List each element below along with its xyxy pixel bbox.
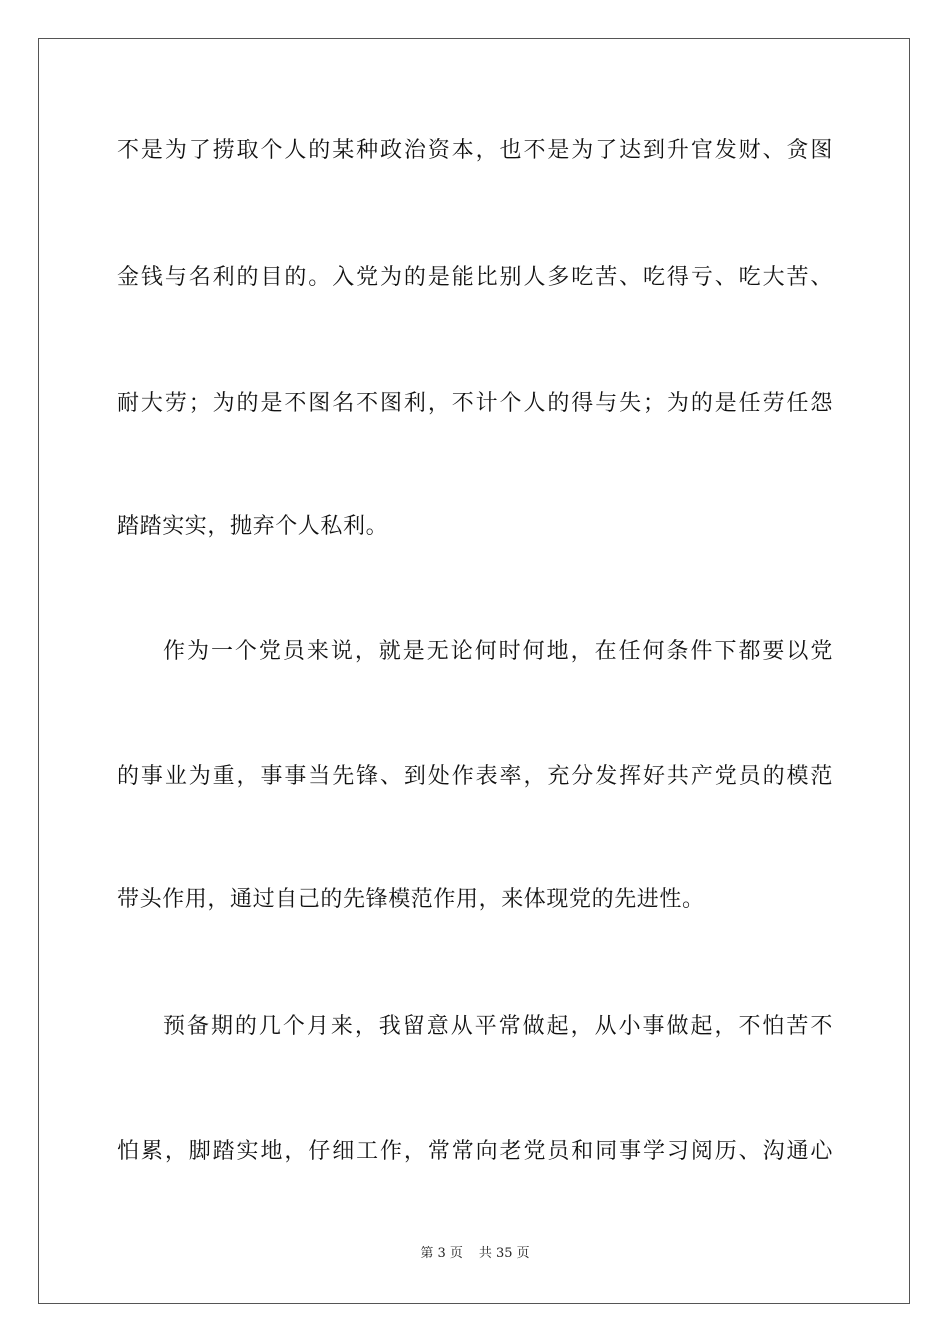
paragraph-first-line: 预备期的几个月来，我留意从平常做起，从小事做起，不怕苦不	[163, 1014, 833, 1039]
total-pages: 共 35 页	[478, 1246, 530, 1261]
page-border	[38, 38, 910, 1304]
page-number: 第 3 页	[420, 1246, 463, 1261]
text-line: 带头作用，通过自己的先锋模范作用，来体现党的先进性。	[117, 887, 705, 912]
text-line: 怕累，脚踏实地，仔细工作，常常向老党员和同事学习阅历、沟通心	[117, 1139, 833, 1164]
text-line: 金钱与名利的目的。入党为的是能比别人多吃苦、吃得亏、吃大苦、	[117, 265, 833, 290]
text-line: 耐大劳；为的是不图名不图利，不计个人的得与失；为的是任劳任怨	[117, 391, 833, 416]
text-line: 不是为了捞取个人的某种政治资本，也不是为了达到升官发财、贪图	[117, 138, 833, 163]
page-footer	[0, 1245, 950, 1263]
text-line: 的事业为重，事事当先锋、到处作表率，充分发挥好共产党员的模范	[117, 764, 833, 789]
text-line: 踏踏实实，抛弃个人私利。	[117, 514, 389, 539]
paragraph-first-line: 作为一个党员来说，就是无论何时何地，在任何条件下都要以党	[163, 639, 833, 664]
